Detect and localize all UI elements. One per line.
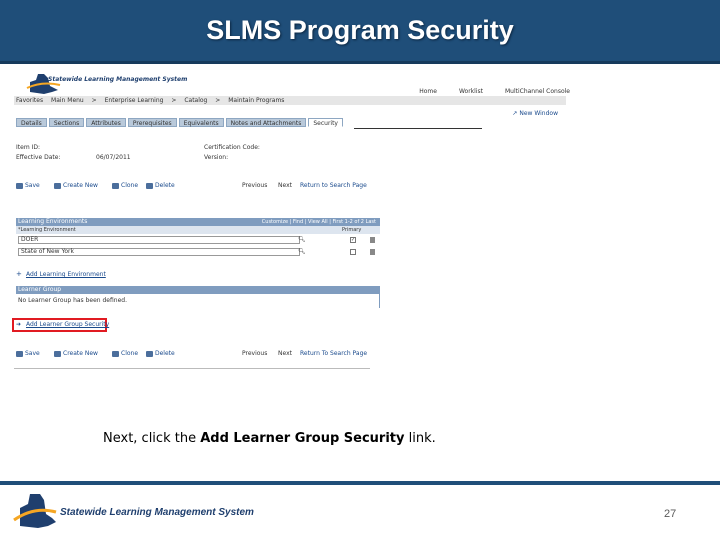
save-icon (16, 183, 23, 189)
breadcrumb-separator: > (171, 97, 177, 104)
return-to-search-link[interactable] (300, 182, 367, 189)
learning-environments-grid (16, 218, 380, 258)
lookup-icon[interactable]: 🔍︎ (298, 236, 306, 243)
learner-group-empty: No Learner Group has been defined. (16, 294, 380, 308)
clone-icon (112, 183, 119, 189)
next-button[interactable] (278, 350, 292, 357)
new-window-icon: ↗ (512, 110, 518, 117)
table-row (16, 234, 380, 246)
tab-security[interactable]: Security (308, 118, 343, 127)
new-window-label: New Window (519, 110, 558, 117)
previous-label: Previous (242, 182, 268, 189)
new-york-state-icon (12, 490, 58, 532)
tab-equivalents[interactable]: Equivalents (179, 118, 224, 127)
create-new-icon (54, 351, 61, 357)
add-learner-group-security-link[interactable]: Add Learner Group Security (26, 321, 110, 328)
effective-date-label: Effective Date: (16, 154, 61, 161)
plus-icon: + (16, 270, 22, 278)
effective-date-value: 06/07/2011 (96, 154, 131, 161)
create-new-button[interactable] (54, 350, 98, 357)
previous-label: Previous (242, 350, 268, 357)
certification-code-label: Certification Code: (204, 144, 260, 151)
add-learning-environment-link[interactable]: Add Learning Environment (26, 271, 106, 278)
instruction-link-name: Add Learner Group Security (200, 431, 405, 446)
primary-checkbox[interactable] (350, 249, 356, 255)
previous-button[interactable] (242, 182, 267, 189)
delete-icon (146, 183, 153, 189)
save-button[interactable] (16, 182, 40, 189)
next-label: Next (278, 182, 292, 189)
return-to-search-link[interactable] (300, 350, 367, 357)
create-new-button[interactable] (54, 182, 98, 189)
instruction-prefix: Next, click the (103, 431, 201, 446)
delete-label: Delete (155, 182, 175, 189)
delete-row-icon[interactable] (370, 237, 375, 243)
clone-icon (112, 351, 119, 357)
next-label: Next (278, 350, 292, 357)
lookup-icon[interactable]: 🔍︎ (298, 248, 306, 255)
breadcrumb (14, 96, 566, 105)
return-to-search-label: Return to Search Page (300, 182, 367, 189)
instruction-suffix: link. (404, 431, 436, 446)
clone-button[interactable] (112, 350, 138, 357)
footer-brand: Statewide Learning Management System (60, 507, 254, 518)
column-learning-environment: *Learning Environment (18, 227, 76, 233)
breadcrumb-enterprise-learning[interactable]: Enterprise Learning (104, 97, 164, 104)
save-label: Save (25, 182, 40, 189)
tab-details[interactable]: Details (16, 118, 47, 127)
clone-label: Clone (121, 182, 139, 189)
breadcrumb-separator: > (91, 97, 97, 104)
tab-bar (16, 118, 345, 127)
tab-attributes[interactable]: Attributes (86, 118, 126, 127)
toolbar-bottom (16, 350, 376, 360)
multichannel-link[interactable]: MultiChannel Console (504, 88, 570, 95)
table-row (16, 246, 380, 258)
learning-environment-input[interactable]: State of New York (18, 248, 300, 256)
learner-group-panel (16, 286, 380, 312)
column-primary: Primary (342, 227, 362, 233)
tab-prerequisites[interactable]: Prerequisites (128, 118, 177, 127)
clone-label: Clone (121, 350, 139, 357)
create-new-icon (54, 183, 61, 189)
footer-rule (0, 481, 720, 485)
save-button[interactable] (16, 350, 40, 357)
delete-label: Delete (155, 350, 175, 357)
breadcrumb-catalog[interactable]: Catalog (184, 97, 208, 104)
toolbar-top (16, 182, 376, 192)
breadcrumb-separator: > (215, 97, 221, 104)
save-label: Save (25, 350, 40, 357)
create-new-label: Create New (63, 182, 98, 189)
grid-tools[interactable]: Customize | Find | View All | First 1-2 of 2 Last (261, 219, 376, 225)
next-button[interactable] (278, 182, 292, 189)
breadcrumb-maintain-programs[interactable]: Maintain Programs (228, 97, 285, 104)
previous-button[interactable] (242, 350, 267, 357)
app-brand: Statewide Learning Management System (48, 76, 188, 83)
clone-button[interactable] (112, 182, 138, 189)
new-window-link[interactable] (512, 110, 558, 117)
delete-button[interactable] (146, 182, 175, 189)
worklist-link[interactable]: Worklist (458, 88, 483, 95)
delete-button[interactable] (146, 350, 175, 357)
version-label: Version: (204, 154, 229, 161)
page-number: 27 (664, 508, 677, 520)
learning-environment-input[interactable]: DOER (18, 236, 300, 244)
delete-row-icon[interactable] (370, 249, 375, 255)
create-new-label: Create New (63, 350, 98, 357)
breadcrumb-main-menu[interactable]: Main Menu (51, 97, 84, 104)
delete-icon (146, 351, 153, 357)
arrow-right-icon: ➜ (16, 321, 22, 328)
tab-notes-attachments[interactable]: Notes and Attachments (226, 118, 307, 127)
user-links (419, 88, 570, 95)
grid-header (16, 218, 380, 226)
grid-title: Learning Environments (18, 218, 88, 225)
return-to-search-label: Return To Search Page (300, 350, 368, 357)
instruction-text (103, 431, 436, 446)
breadcrumb-favorites[interactable]: Favorites (16, 97, 44, 104)
grid-column-headers (16, 226, 380, 234)
primary-checkbox[interactable]: ✓ (351, 237, 356, 243)
slide-header (0, 0, 720, 64)
tab-sections[interactable]: Sections (49, 118, 84, 127)
app-screenshot (12, 70, 570, 370)
save-icon (16, 351, 23, 357)
slide-title: SLMS Program Security (206, 15, 514, 45)
tab-divider (354, 128, 482, 129)
learner-group-header: Learner Group (16, 286, 380, 294)
item-id-label: Item ID: (16, 144, 40, 151)
home-link[interactable]: Home (419, 88, 437, 95)
divider (14, 368, 370, 369)
